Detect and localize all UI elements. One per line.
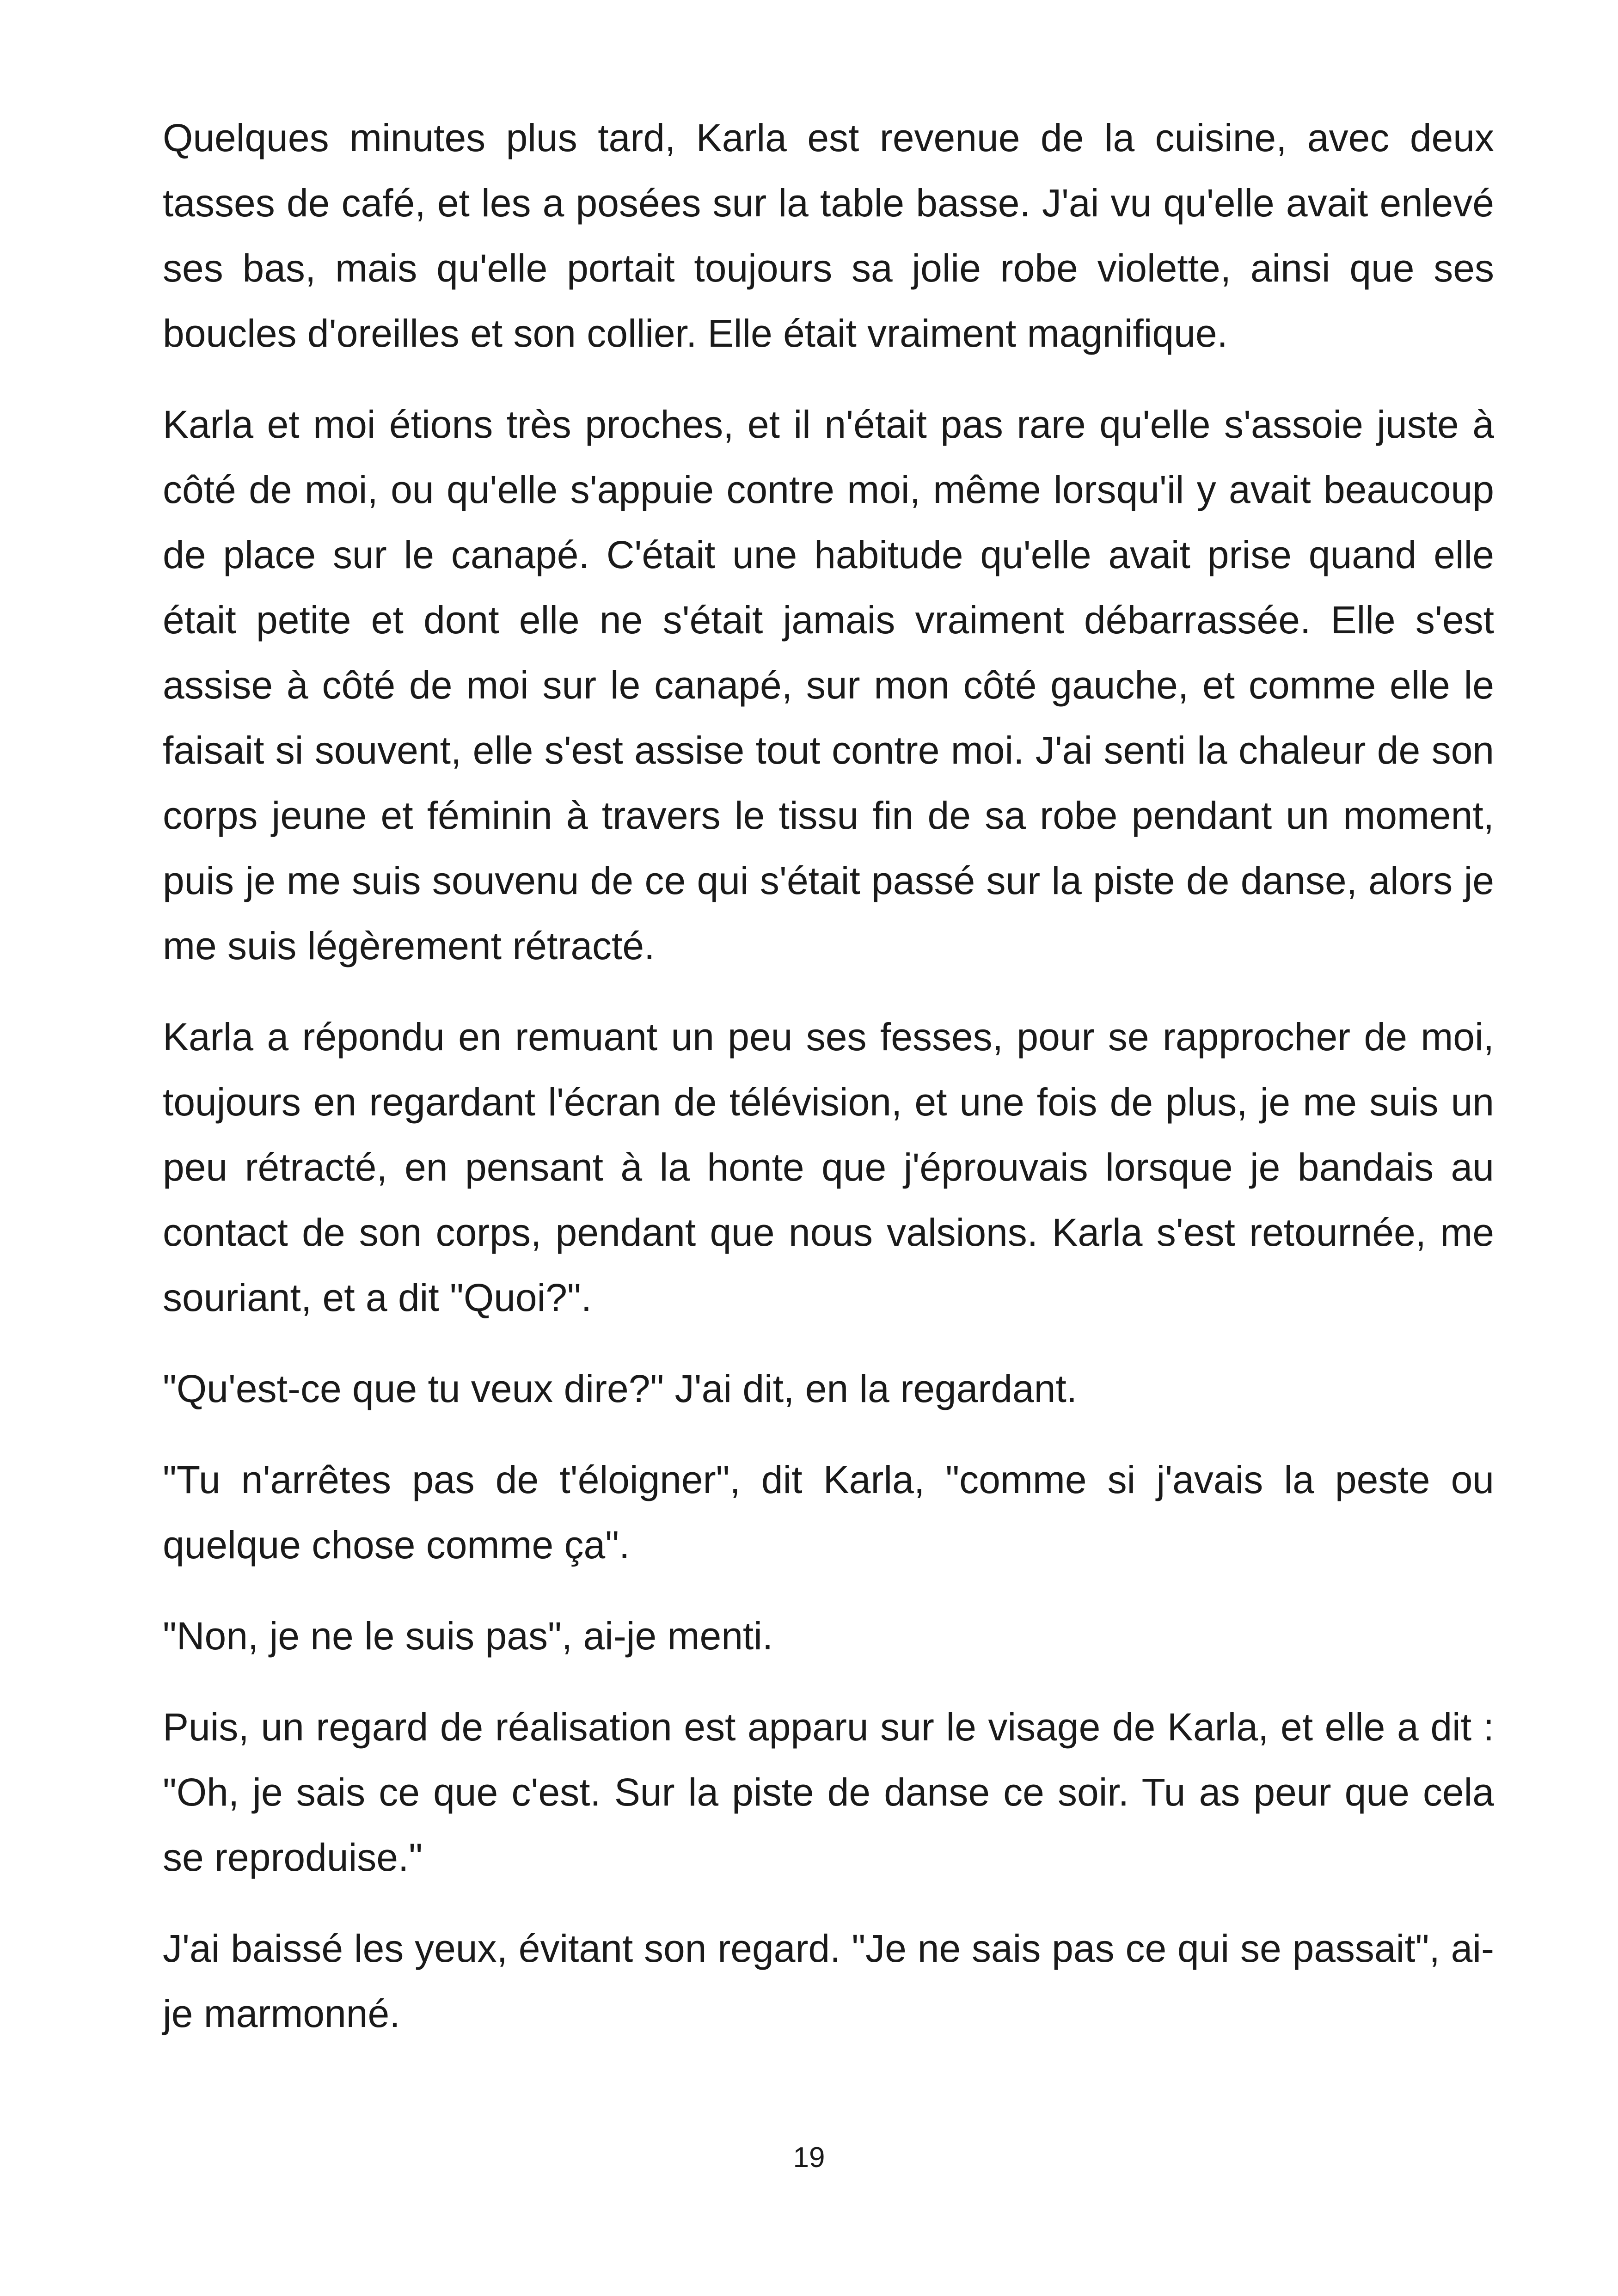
paragraph-7: Puis, un regard de réalisation est apparu sur le visage de Karla, et elle a dit : "Oh, je sais ce que c'est. Sur la piste de danse ce soir. Tu as peur que cela se reproduise." [163, 1705, 1494, 1879]
paragraph-3: Karla a répondu en remuant un peu ses fesses, pour se rapprocher de moi, toujours en regardant l'écran de télévision, et une fois de plus, je me suis un peu rétracté, en pensant à la honte que j'éprouvais lorsque je bandais au contact de son corps, pendant que nous valsions. Karla s'est retournée, me souriant, et a dit "Quoi?". [163, 1015, 1494, 1319]
paragraph-1: Quelques minutes plus tard, Karla est revenue de la cuisine, avec deux tasses de café, et les a posées sur la table basse. J'ai vu qu'elle avait enlevé ses bas, mais qu'elle portait toujours sa jolie robe violette, ainsi que ses boucles d'oreilles et son collier. Elle était vraiment magnifique. [163, 116, 1494, 355]
page-number: 19 [793, 2142, 825, 2174]
body-text [163, 105, 1494, 2072]
paragraph-2: Karla et moi étions très proches, et il n'était pas rare qu'elle s'assoie juste à côté de moi, ou qu'elle s'appuie contre moi, même lorsqu'il y avait beaucoup de place sur le canapé. C'était une habitude qu'elle avait prise quand elle était petite et dont elle ne s'était jamais vraiment débarrassée. Elle s'est assise à côté de moi sur le canapé, sur mon côté gauche, et comme elle le faisait si souvent, elle s'est assise tout contre moi. J'ai senti la chaleur de son corps jeune et féminin à travers le tissu fin de sa robe pendant un moment, puis je me suis souvenu de ce qui s'était passé sur la piste de danse, alors je me suis légèrement rétracté. [163, 403, 1494, 967]
paragraph-4: "Qu'est-ce que tu veux dire?" J'ai dit, en la regardant. [163, 1367, 1078, 1410]
paragraph-5: "Tu n'arrêtes pas de t'éloigner", dit Karla, "comme si j'avais la peste ou quelque chose comme ça". [163, 1458, 1494, 1567]
paragraph-8: J'ai baissé les yeux, évitant son regard. "Je ne sais pas ce qui se passait", ai-je marmonné. [163, 1927, 1494, 2035]
paragraph-6: "Non, je ne le suis pas", ai-je menti. [163, 1614, 773, 1658]
